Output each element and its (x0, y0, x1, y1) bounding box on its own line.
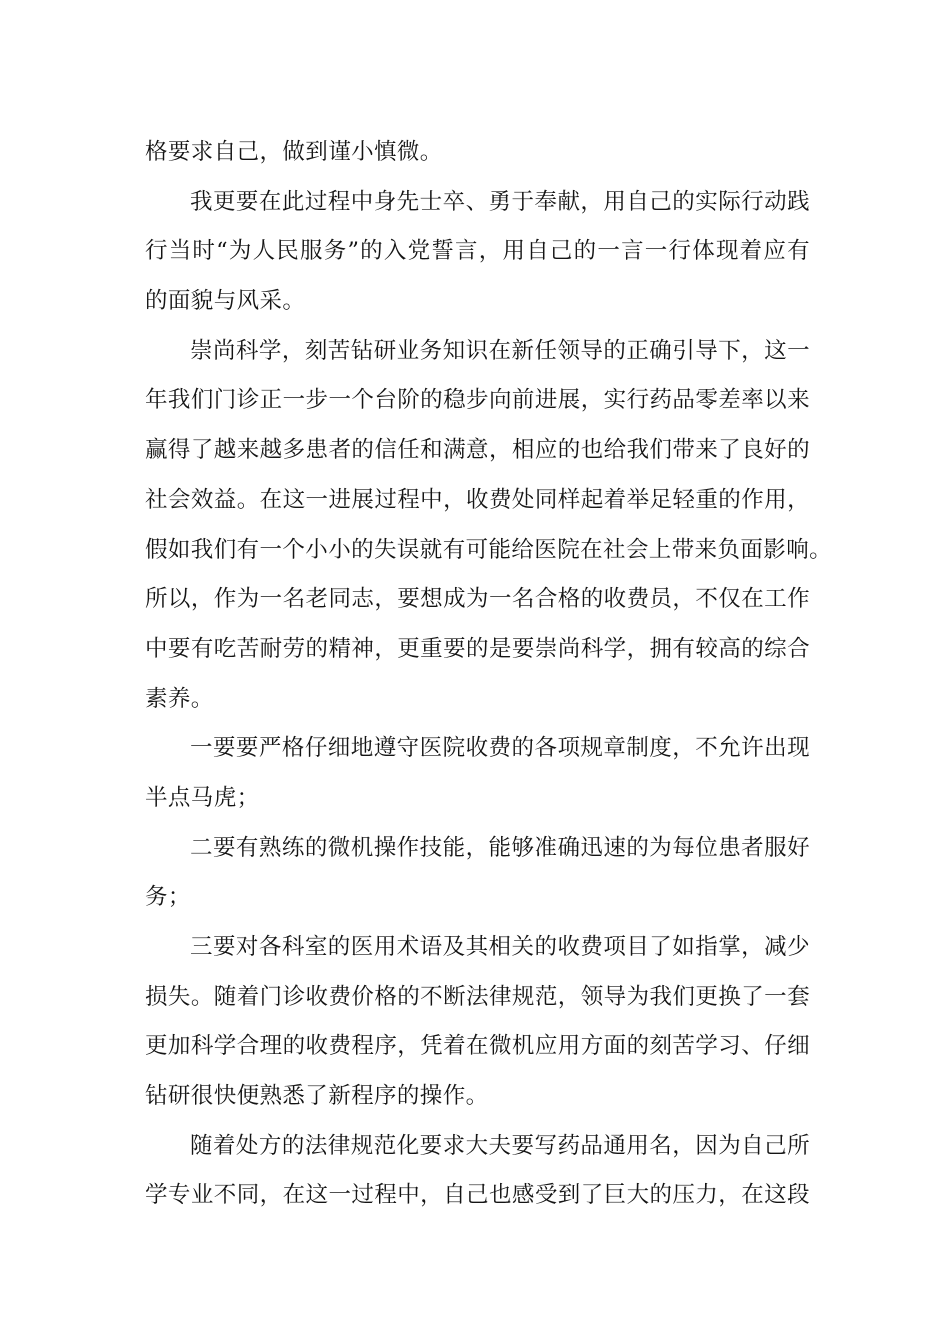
text-line: 钻研很快便熟悉了新程序的操作。 (145, 1083, 489, 1110)
text-line: 学专业不同，在这一过程中，自己也感受到了巨大的压力，在这段 (145, 1182, 810, 1209)
paragraph (145, 923, 810, 1122)
text-line: 格要求自己，做到谨小慎微。 (145, 139, 443, 165)
paragraph (145, 1122, 810, 1221)
text-line: 的面貌与风采。 (145, 288, 306, 315)
paragraph (145, 824, 810, 923)
text-line: 社会效益。在这一进展过程中，收费处同样起着举足轻重的作用， (145, 486, 810, 513)
body-text (145, 128, 833, 1221)
text-line: 假如我们有一个小小的失误就有可能给医院在社会上带来负面影响。 (145, 536, 833, 563)
text-line: 崇尚科学，刻苦钻研业务知识在新任领导的正确引导下，这一 (190, 337, 810, 364)
paragraph (145, 724, 810, 823)
text-line: 随着处方的法律规范化要求大夫要写药品通用名，因为自己所 (190, 1132, 810, 1159)
text-line: 素养。 (145, 685, 214, 712)
text-line: 一要要严格仔细地遵守医院收费的各项规章制度，不允许出现 (190, 735, 810, 762)
text-line: 二要有熟练的微机操作技能，能够准确迅速的为每位患者服好 (190, 834, 810, 861)
text-line: 三要对各科室的医用术语及其相关的收费项目了如指掌，减少 (190, 934, 810, 960)
text-line: 所以，作为一名老同志，要想成为一名合格的收费员，不仅在工作 (145, 586, 810, 613)
paragraph (145, 327, 833, 725)
text-line: 损失。随着门诊收费价格的不断法律规范，领导为我们更换了一套 (145, 983, 810, 1010)
text-line: 我更要在此过程中身先士卒、勇于奉献，用自己的实际行动践 (190, 188, 810, 215)
text-line: 更加科学合理的收费程序，凭着在微机应用方面的刻苦学习、仔细 (145, 1033, 810, 1060)
text-line: 务； (145, 884, 191, 911)
text-line: 行当时“为人民服务”的入党誓言，用自己的一言一行体现着应有 (145, 238, 810, 265)
text-line: 年我们门诊正一步一个台阶的稳步向前进展，实行药品零差率以来 (145, 387, 810, 414)
text-line: 中要有吃苦耐劳的精神，更重要的是要崇尚科学，拥有较高的综合 (145, 635, 810, 662)
paragraph (145, 128, 810, 178)
text-line: 半点马虎； (145, 784, 260, 811)
paragraph (145, 178, 810, 327)
text-line: 赢得了越来越多患者的信任和满意，相应的也给我们带来了良好的 (145, 437, 810, 464)
